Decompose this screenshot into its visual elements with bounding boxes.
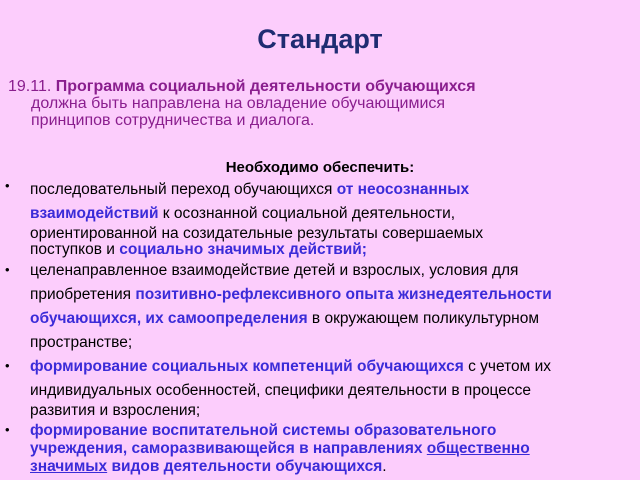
list-item <box>0 259 634 355</box>
item-text: последовательный переход обучающихся <box>30 181 337 198</box>
bullet-icon: • <box>5 422 10 437</box>
slide-title: Стандарт <box>257 24 383 54</box>
item-text: в окружающем поликультурном <box>307 310 539 327</box>
item-highlight: формирование социальных компетенций обучающихся <box>30 358 464 375</box>
item-text: индивидуальных особенностей, специфики деятельности в процессе <box>30 382 532 399</box>
item-highlight: взаимодействий <box>30 205 159 222</box>
item-highlight: формирование воспитательной системы образовательного <box>30 422 497 439</box>
item-highlight: позитивно-рефлексивного опыта жизнедеятельности <box>135 286 552 303</box>
item-highlight: учреждения, саморазвивающейся в направлениях <box>30 440 427 457</box>
section-number: 19.11. <box>8 78 52 95</box>
intro-heading: Программа социальной деятельности обучающихся <box>55 78 476 95</box>
item-underlined: значимых <box>30 458 108 475</box>
bullet-icon: • <box>5 358 10 373</box>
item-underlined: общественно <box>426 440 530 457</box>
item-highlight: социально значимых действий; <box>119 241 367 258</box>
item-text: целенаправленное взаимодействие детей и взрослых, условия для <box>30 262 519 279</box>
list-item <box>0 178 634 258</box>
item-text: ориентированной на созидательные результаты совершаемых <box>30 225 484 242</box>
bullet-icon: • <box>5 262 10 277</box>
intro-line-2: принципов сотрудничества и диалога. <box>31 112 315 129</box>
item-highlight: от неосознанных <box>336 181 470 198</box>
list-item <box>0 355 634 419</box>
item-text: приобретения <box>30 286 136 303</box>
item-highlight: видов деятельности обучающихся <box>107 458 383 475</box>
bullet-icon: • <box>5 178 10 193</box>
item-text: к осознанной социальной деятельности, <box>158 205 456 222</box>
list-item <box>0 422 634 476</box>
item-text: развития и взросления; <box>30 402 201 419</box>
item-text: с учетом их <box>463 358 552 375</box>
item-highlight: обучающихся, их самоопределения <box>30 310 308 327</box>
intro-text <box>8 95 628 129</box>
subheading: Необходимо обеспечить: <box>225 159 415 176</box>
item-text: поступков и <box>30 241 120 258</box>
item-text: . <box>382 458 387 475</box>
intro-line-1: должна быть направлена на овладение обучающимися <box>31 95 446 112</box>
requirements-list <box>0 178 634 476</box>
intro-paragraph <box>8 78 628 129</box>
item-text: пространстве; <box>30 334 133 351</box>
